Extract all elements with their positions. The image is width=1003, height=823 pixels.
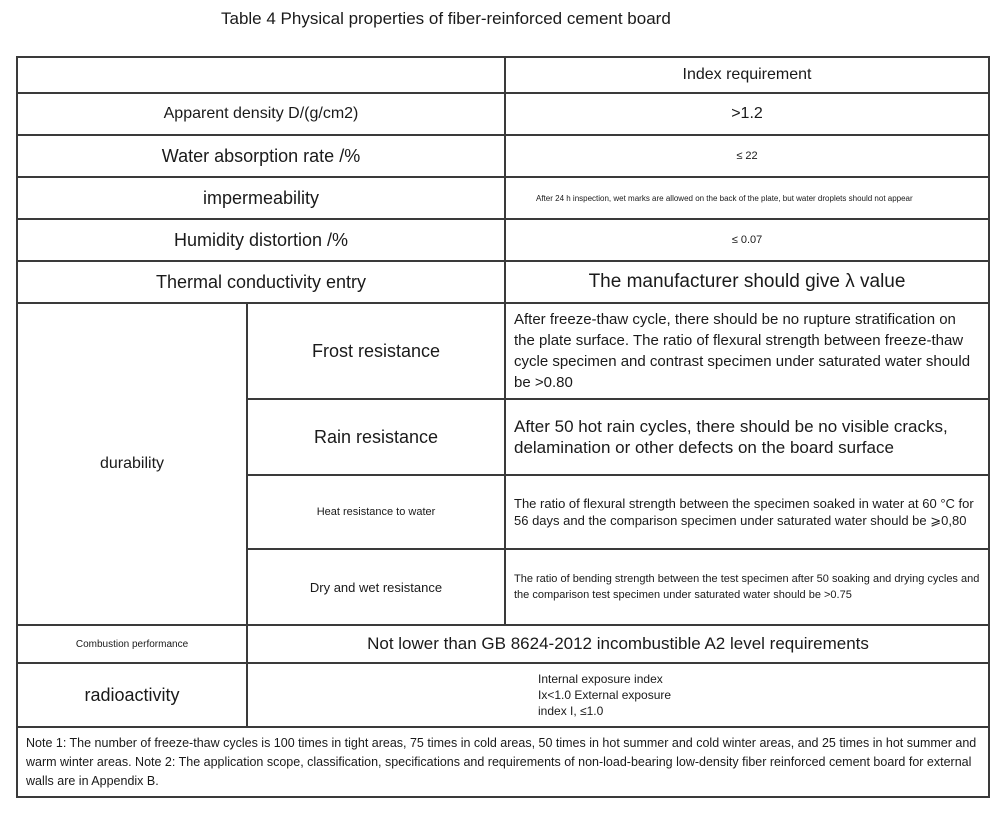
table-note: Note 1: The number of freeze-thaw cycles is 100 times in tight areas, 75 times in cold areas, 50 times in hot summer and cold winter areas, and 25 times in hot summer and warm winter areas. Note 2: The application scope, classification, specifications and requirements of non-load-bearing low-density fiber reinforced cement board for external walls are in Appendix B. xyxy=(17,727,989,797)
heat-value: The ratio of flexural strength between the specimen soaked in water at 60 °C for 56 days and the comparison specimen under saturated water should be ⩾0,80 xyxy=(505,475,989,549)
heat-label: Heat resistance to water xyxy=(247,475,505,549)
drywet-label: Dry and wet resistance xyxy=(247,549,505,625)
header-index-requirement: Index requirement xyxy=(505,57,989,93)
rain-label: Rain resistance xyxy=(247,399,505,475)
radioactivity-line-3: index I, ≤1.0 xyxy=(538,704,604,718)
impermeability-value: After 24 h inspection, wet marks are allowed on the back of the plate, but water droplets should not appear xyxy=(505,177,989,219)
humidity-value: ≤ 0.07 xyxy=(505,219,989,261)
absorption-value: ≤ 22 xyxy=(505,135,989,177)
radioactivity-line-2: Ix<1.0 External exposure xyxy=(538,688,672,702)
combustion-value: Not lower than GB 8624-2012 incombustible A2 level requirements xyxy=(247,625,989,663)
radioactivity-label: radioactivity xyxy=(17,663,247,727)
thermal-value: The manufacturer should give λ value xyxy=(505,261,989,303)
table-row xyxy=(17,663,989,727)
table-row xyxy=(17,93,989,135)
thermal-label: Thermal conductivity entry xyxy=(17,261,505,303)
absorption-label: Water absorption rate /% xyxy=(17,135,505,177)
header-blank-cell xyxy=(17,57,505,93)
table-row xyxy=(17,177,989,219)
rain-value: After 50 hot rain cycles, there should be no visible cracks, delamination or other defects on the board surface xyxy=(505,399,989,475)
durability-label: durability xyxy=(17,303,247,625)
table-row xyxy=(17,135,989,177)
radioactivity-value xyxy=(247,663,989,727)
humidity-label: Humidity distortion /% xyxy=(17,219,505,261)
drywet-value: The ratio of bending strength between the test specimen after 50 soaking and drying cycles and the comparison test specimen under saturated water should be >0.75 xyxy=(505,549,989,625)
density-value: >1.2 xyxy=(505,93,989,135)
table-row xyxy=(17,57,989,93)
frost-value: After freeze-thaw cycle, there should be no rupture stratification on the plate surface. The ratio of flexural strength between freeze-thaw cycle specimen and contrast specimen under saturated water should be >0.80 xyxy=(505,303,989,399)
table-row xyxy=(17,303,989,399)
table-row xyxy=(17,261,989,303)
impermeability-label: impermeability xyxy=(17,177,505,219)
table-row xyxy=(17,727,989,797)
radioactivity-line-1: Internal exposure index xyxy=(538,672,663,686)
physical-properties-table xyxy=(16,56,990,798)
table-caption: Table 4 Physical properties of fiber-reinforced cement board xyxy=(221,9,671,28)
frost-label: Frost resistance xyxy=(247,303,505,399)
table-row xyxy=(17,219,989,261)
table-row xyxy=(17,625,989,663)
combustion-label: Combustion performance xyxy=(17,625,247,663)
density-label: Apparent density D/(g/cm2) xyxy=(17,93,505,135)
